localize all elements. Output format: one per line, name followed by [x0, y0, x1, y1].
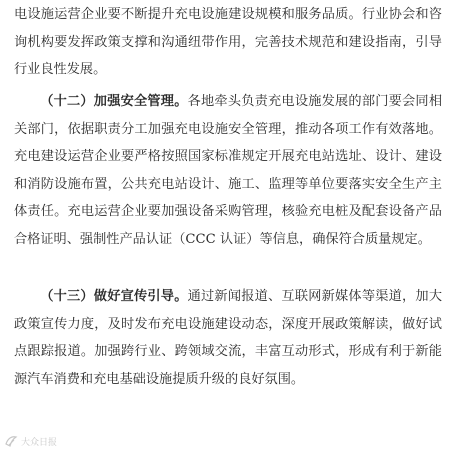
logo-icon [4, 434, 18, 448]
watermark [4, 432, 57, 450]
section-13-heading: （十三）做好宣传引导。 [40, 289, 188, 304]
section-12-body: 各地牵头负责充电设施发展的部门要会同相关部门，依据职责分工加强充电设施安全管理，推动各项工作有效落地。充电建设运营企业要严格按照国家标准规定开展充电站选址、设计、建设和消防设施布置，公共充电站设计、施工、监理等单位要落实安全生产主体责任。充电运营企业要加强设备采购管理，核验充电桩及配套设备产品合格证明、强制性产品认证（CCC 认证）等信息，确保符合质量规定。 [14, 94, 443, 247]
paragraph-1-text: 电设施运营企业要不断提升充电设施建设规模和服务品质。行业协会和咨询机构要发挥政策支撑和沟通纽带作用，完善技术规范和建设指南，引导行业良性发展。 [14, 7, 442, 78]
paragraph-1 [14, 1, 442, 84]
watermark-text: 大众日报 [21, 437, 58, 448]
section-12-heading: （十二）加强安全管理。 [40, 94, 188, 109]
section-13-body: 通过新闻报道、互联网新媒体等渠道，加大政策宣传力度，及时发布充电设施建设动态，深度开展政策解读，做好试点跟踪报道。加强跨行业、跨领域交流，丰富互动形式，形成有利于新能源汽车消费和充电基础设施提质升级的良好氛围。 [14, 289, 443, 387]
section-12-paragraph [14, 88, 442, 254]
section-13-paragraph [14, 283, 442, 393]
